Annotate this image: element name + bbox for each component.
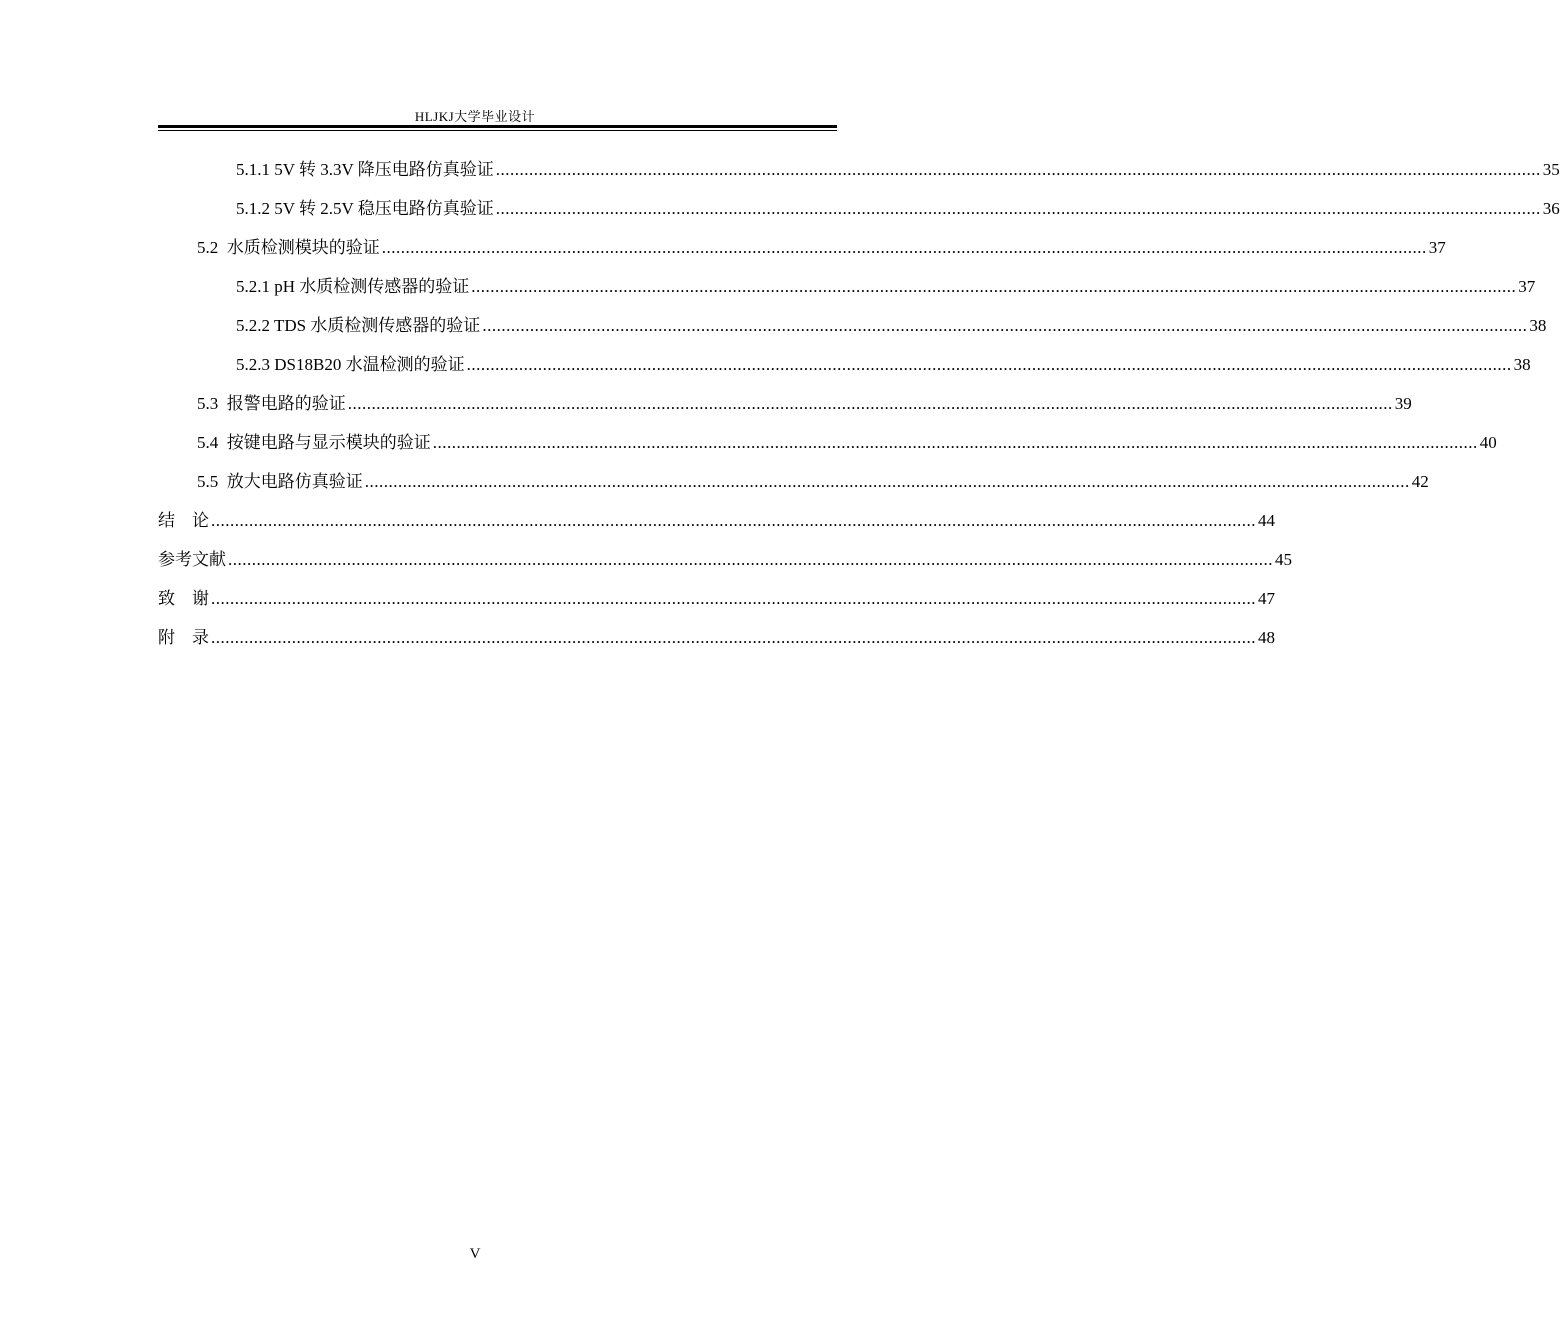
toc-leader-dots: ............................................................................................................................................................................................................................ — [364, 472, 1410, 491]
toc-entry-label: 5.2 水质检测模块的验证 — [197, 238, 380, 257]
toc-entry-page: 42 — [1411, 472, 1429, 491]
toc-entry[interactable] — [236, 198, 1560, 220]
header-rule-thick — [158, 125, 837, 128]
toc-entry[interactable] — [197, 237, 1446, 259]
toc-entry-page: 38 — [1529, 316, 1547, 335]
toc-entry-label: 5.3 报警电路的验证 — [197, 394, 346, 413]
toc-leader-dots: ............................................................................................................................................................................................................................ — [347, 394, 1393, 413]
toc-entry-label: 5.1.2 5V 转 2.5V 稳压电路仿真验证 — [236, 199, 494, 218]
page-number: V — [469, 1246, 481, 1262]
toc-entry-page: 45 — [1275, 550, 1292, 569]
toc-entry-label: 参考文献 — [158, 550, 226, 570]
toc-leader-dots: ............................................................................................................................................................................................................................ — [432, 433, 1478, 452]
toc-entry-label: 5.4 按键电路与显示模块的验证 — [197, 433, 431, 452]
toc-entry-page: 37 — [1428, 238, 1446, 257]
toc-entry-label: 5.2.1 pH 水质检测传感器的验证 — [236, 277, 470, 296]
toc-entry-label: 致 谢 — [158, 589, 209, 609]
toc-entry-label: 5.2.2 TDS 水质检测传感器的验证 — [236, 316, 481, 335]
toc-leader-dots: ............................................................................................................................................................................................................................ — [471, 277, 1517, 296]
toc-leader-dots: ............................................................................................................................................................................................................................ — [466, 355, 1512, 374]
header-rule-thin — [158, 130, 837, 131]
toc-entry[interactable] — [236, 276, 1536, 298]
toc-leader-dots: ............................................................................................................................................................................................................................ — [482, 316, 1528, 335]
toc-entry-page: 39 — [1394, 394, 1412, 413]
toc-leader-dots: ............................................................................................................................................................................................................................ — [381, 238, 1427, 257]
toc-leader-dots: ............................................................................................................................................................................................................................ — [495, 199, 1541, 218]
toc-entry-label: 结 论 — [158, 511, 209, 531]
toc-leader-dots: ............................................................................................................................................................................................................................ — [211, 511, 1256, 530]
toc-leader-dots: ............................................................................................................................................................................................................................ — [211, 628, 1256, 647]
toc-entry-page: 48 — [1258, 628, 1275, 647]
toc-entry[interactable] — [236, 354, 1531, 376]
toc-entry[interactable] — [236, 159, 1560, 181]
toc-entry-label: 5.1.1 5V 转 3.3V 降压电路仿真验证 — [236, 160, 494, 179]
toc-entry[interactable] — [158, 549, 1292, 571]
toc-leader-dots: ............................................................................................................................................................................................................................ — [228, 550, 1273, 569]
page-header-title: HLJKJ大学毕业设计 — [414, 109, 536, 124]
toc-entry-label: 5.2.3 DS18B20 水温检测的验证 — [236, 355, 465, 374]
toc-entry-page: 44 — [1258, 511, 1275, 530]
toc-entry[interactable] — [158, 510, 1275, 532]
toc-entry-page: 36 — [1542, 199, 1560, 218]
toc-entry[interactable] — [158, 588, 1275, 610]
toc-entry[interactable] — [197, 471, 1429, 493]
toc-entry[interactable] — [197, 393, 1412, 415]
toc-entry[interactable] — [236, 315, 1547, 337]
toc-entry-label: 附 录 — [158, 628, 209, 648]
toc-entry-page: 47 — [1258, 589, 1275, 608]
toc-leader-dots: ............................................................................................................................................................................................................................ — [495, 160, 1541, 179]
toc-entry-page: 37 — [1518, 277, 1536, 296]
toc-entry-page: 40 — [1479, 433, 1497, 452]
toc-entry[interactable] — [158, 627, 1275, 649]
toc-entry-label: 5.5 放大电路仿真验证 — [197, 472, 363, 491]
toc-entry[interactable] — [197, 432, 1497, 454]
toc-entry-page: 35 — [1542, 160, 1560, 179]
toc-leader-dots: ............................................................................................................................................................................................................................ — [211, 589, 1256, 608]
toc-entry-page: 38 — [1513, 355, 1531, 374]
